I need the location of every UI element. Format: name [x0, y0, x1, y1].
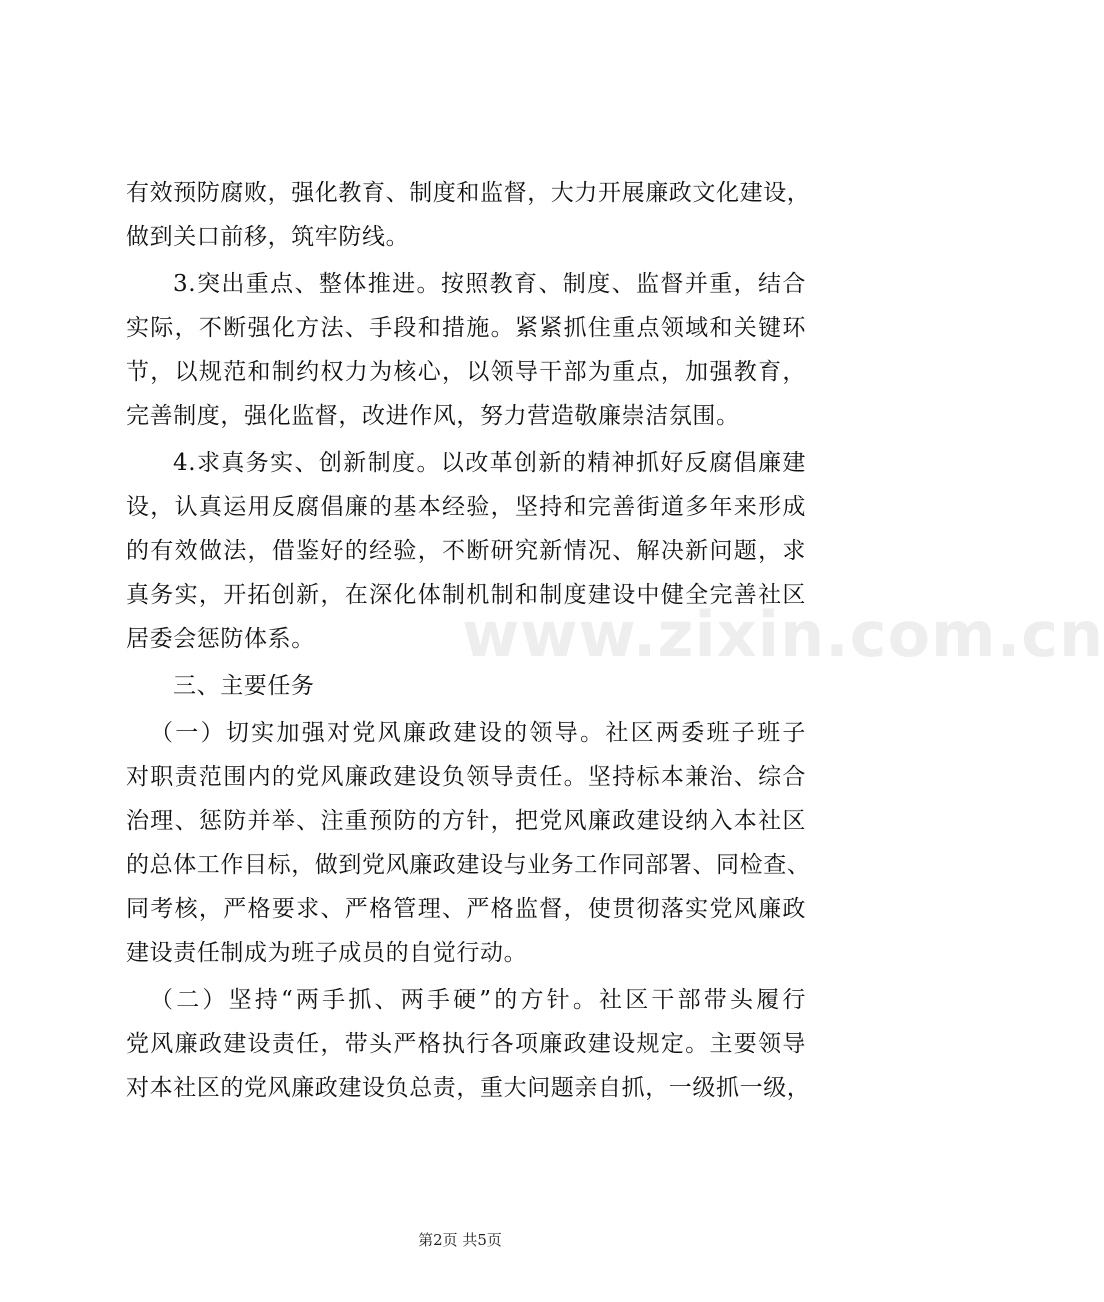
body-line: 做到关口前移，筑牢防线。: [126, 224, 410, 250]
body-line: （一）切实加强对党风廉政建设的领导。社区两委班子班子: [150, 720, 806, 746]
body-line: 有效预防腐败，强化教育、制度和监督，大力开展廉政文化建设，: [126, 180, 811, 206]
body-line: 治理、惩防并举、注重预防的方针，把党风廉政建设纳入本社区: [126, 808, 806, 834]
page-footer: 第2页 共5页: [418, 1231, 502, 1249]
body-line: （二）坚持“两手抓、两手硬”的方针。社区干部带头履行: [150, 987, 806, 1013]
body-line: 3.突出重点、整体推进。按照教育、制度、监督并重，结合: [173, 271, 806, 297]
body-line: 4.求真务实、创新制度。以改革创新的精神抓好反腐倡廉建: [173, 450, 806, 476]
watermark: www.zixin.com.cn: [462, 598, 1104, 671]
body-line: 对职责范围内的党风廉政建设负领导责任。坚持标本兼治、综合: [126, 764, 806, 790]
section-heading: 三、主要任务: [173, 673, 315, 699]
body-line: 完善制度，强化监督，改进作风，努力营造敬廉崇洁氛围。: [126, 403, 740, 429]
body-line: 实际，不断强化方法、手段和措施。紧紧抓住重点领域和关键环: [126, 315, 806, 341]
body-line: 设，认真运用反腐倡廉的基本经验，坚持和完善街道多年来形成: [126, 494, 806, 520]
body-line: 对本社区的党风廉政建设负总责，重大问题亲自抓，一级抓一级，: [126, 1075, 811, 1101]
body-line: 居委会惩防体系。: [126, 626, 315, 652]
body-line: 的有效做法，借鉴好的经验，不断研究新情况、解决新问题，求: [126, 538, 806, 564]
body-line: 节，以规范和制约权力为核心，以领导干部为重点，加强教育，: [126, 359, 806, 385]
body-line: 建设责任制成为班子成员的自觉行动。: [126, 940, 528, 966]
body-line: 党风廉政建设责任，带头严格执行各项廉政建设规定。主要领导: [126, 1031, 806, 1057]
body-line: 真务实，开拓创新，在深化体制机制和制度建设中健全完善社区: [126, 582, 806, 608]
body-line: 同考核，严格要求、严格管理、严格监督，使贯彻落实党风廉政: [126, 896, 806, 922]
body-line: 的总体工作目标，做到党风廉政建设与业务工作同部署、同检查、: [126, 852, 811, 878]
